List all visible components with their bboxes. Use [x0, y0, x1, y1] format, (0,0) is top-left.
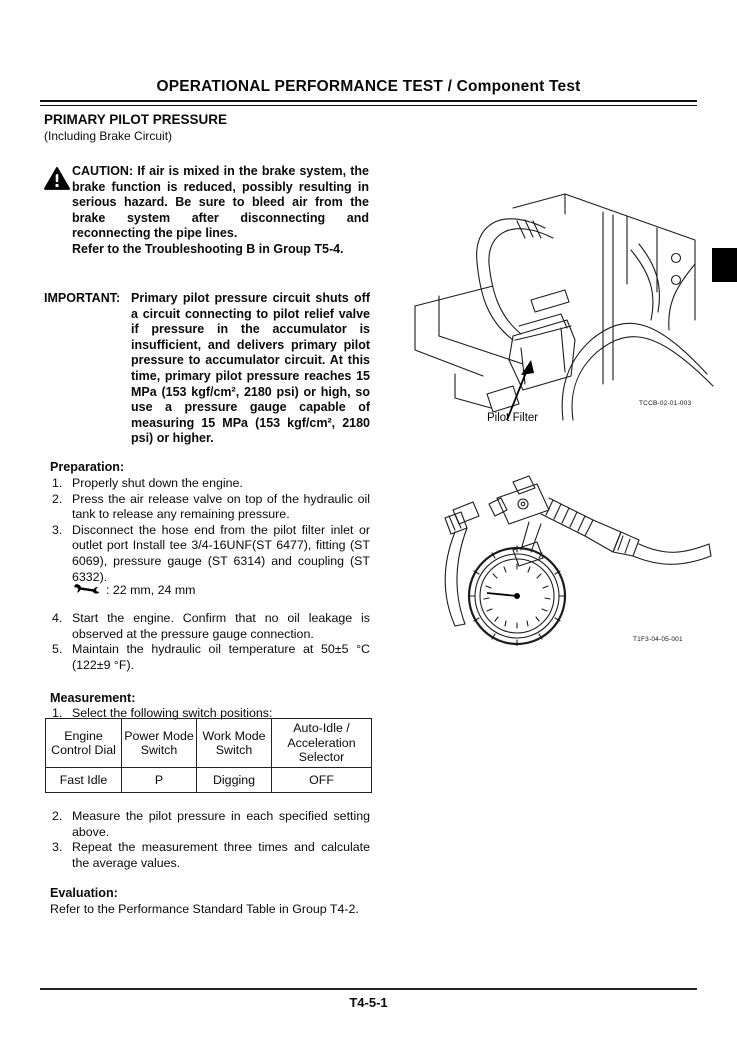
evaluation-text: Refer to the Performance Standard Table in Group T4-2. [50, 902, 359, 916]
item-number: 2. [52, 491, 63, 506]
figure-pilot-filter [395, 188, 715, 428]
list-item [52, 476, 370, 492]
caution-text [72, 164, 369, 258]
section-title: PRIMARY PILOT PRESSURE [44, 112, 228, 127]
item-text: Maintain the hydraulic oil temperature at 50±5 °C (122±9 °F). [72, 642, 370, 672]
figure2-code: T1F3-04-05-001 [633, 636, 683, 643]
figure1-label: Pilot Filter [487, 412, 539, 424]
list-item [52, 523, 370, 585]
header-rule-thin [40, 105, 697, 106]
item-text: Properly shut down the engine. [72, 476, 243, 490]
caution-block [44, 164, 369, 258]
preparation-list [52, 476, 370, 585]
table-cell: Digging [197, 768, 272, 793]
table-header-row [46, 719, 372, 768]
table-header-cell: Power Mode Switch [122, 719, 197, 768]
item-number: 4. [52, 611, 63, 625]
item-text: Repeat the measurement three times and calculate the average values. [72, 840, 370, 870]
table-row [46, 768, 372, 793]
item-number: 1. [52, 476, 63, 490]
measurement-list-cont [52, 809, 370, 871]
list-item [52, 840, 370, 871]
pressure-gauge-drawing [425, 458, 715, 646]
table-cell: OFF [272, 768, 372, 793]
item-number: 2. [52, 809, 63, 823]
wrench-icon [72, 583, 102, 597]
header-rule-thick [40, 100, 697, 102]
caution-label: CAUTION: [72, 164, 134, 178]
caution-refer: Refer to the Troubleshooting B in Group T5-4. [72, 241, 344, 256]
list-item [52, 642, 370, 673]
item-text: Measure the pilot pressure in each specified setting above. [72, 809, 370, 839]
table-header-cell: Work Mode Switch [197, 719, 272, 768]
list-item [52, 611, 370, 642]
wrench-spec-line [72, 583, 196, 597]
item-number: 5. [52, 642, 63, 657]
important-text: Primary pilot pressure circuit shuts off a circuit connecting to pilot relief valve if pressure in the accumulator is insufficient, and delivers primary pilot pressure to accumulator circuit. At this time, primary pilot pressure reaches 15 MPa (153 kgf/cm², 2180 psi) or high, so use a pressure gauge capable of measuring 15 MPa (153 kgf/cm², 2180 psi) or higher. [131, 291, 370, 446]
table-header-cell: Engine Control Dial [46, 719, 122, 768]
list-item [52, 492, 370, 523]
evaluation-heading: Evaluation: [50, 886, 118, 900]
preparation-heading: Preparation: [50, 460, 125, 474]
footer-page-number: T4-5-1 [349, 995, 388, 1010]
important-label: IMPORTANT: [44, 291, 121, 305]
figure-pressure-gauge [425, 458, 715, 653]
wrench-spec-text: : 22 mm, 24 mm [106, 583, 196, 597]
figure1-code: TCCB-02-01-003 [639, 400, 692, 407]
item-text: Select the following switch positions: [72, 706, 273, 720]
item-number: 3. [52, 522, 63, 537]
item-number: 3. [52, 840, 63, 855]
page-header-title: OPERATIONAL PERFORMANCE TEST / Component Test [156, 78, 581, 95]
switch-position-table [45, 718, 372, 793]
preparation-list-cont [52, 611, 370, 673]
pilot-filter-drawing [395, 188, 715, 428]
caution-body: If air is mixed in the brake system, the brake function is reduced, possibly resulting in serious hazard. Be sure to bleed air from the brake system after disconnecting and reconnecting the pipe lines. [72, 164, 369, 241]
item-number: 1. [52, 706, 63, 720]
warning-triangle-icon [44, 164, 72, 258]
table-cell: Fast Idle [46, 768, 122, 793]
table-cell: P [122, 768, 197, 793]
list-item [52, 809, 370, 840]
important-block [44, 291, 370, 447]
section-subtitle: (Including Brake Circuit) [44, 129, 173, 143]
item-text: Start the engine. Confirm that no oil leakage is observed at the pressure gauge connection. [72, 611, 370, 641]
measurement-heading: Measurement: [50, 691, 136, 705]
table-header-cell: Auto-Idle / Acceleration Selector [272, 719, 372, 768]
footer-rule [40, 988, 697, 990]
item-text: Press the air release valve on top of the hydraulic oil tank to release any remaining pressure. [72, 491, 370, 522]
pilot-filter-arrow [507, 360, 534, 420]
item-text: Disconnect the hose end from the pilot filter inlet or outlet port Install tee 3/4-16UNF(ST 6477), fitting (ST 6069), pressure gauge (ST 6314) and coupling (ST 6332). [72, 522, 370, 584]
section-tab-marker [712, 248, 737, 282]
